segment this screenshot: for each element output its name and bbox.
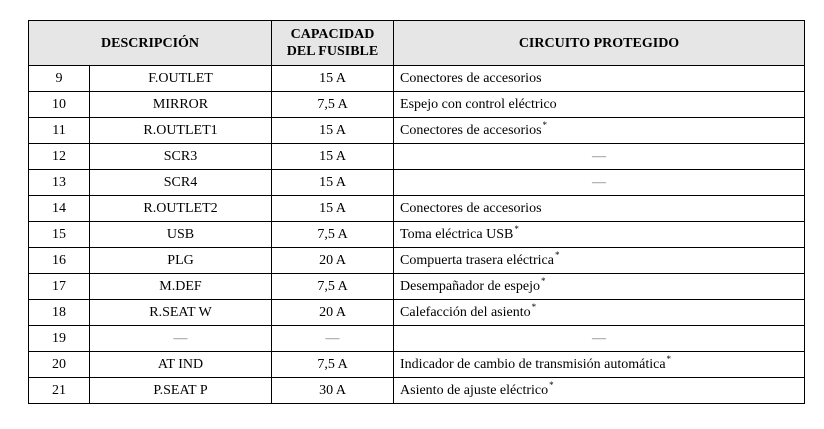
header-circuito: CIRCUITO PROTEGIDO [394,21,805,66]
protected-circuit [394,144,805,170]
header-row [29,21,805,66]
fuse-description: PLG [90,248,272,274]
fuse-description: AT IND [90,352,272,378]
protected-circuit [394,326,805,352]
protected-circuit [394,92,805,118]
protected-circuit-text: Asiento de ajuste eléctrico [400,382,549,398]
footnote-asterisk: * [666,353,672,364]
header-capacidad [272,21,394,66]
table-row [29,300,805,326]
fuse-capacity: 15 A [272,66,394,92]
fuse-number: 12 [29,144,90,170]
fuse-description: R.OUTLET2 [90,196,272,222]
fuse-number: 21 [29,378,90,404]
fuse-capacity: 7,5 A [272,352,394,378]
fuse-number: 17 [29,274,90,300]
table-row [29,196,805,222]
fuse-capacity: 15 A [272,196,394,222]
footnote-asterisk: * [554,249,560,260]
header-capacidad-line2: DEL FUSIBLE [286,44,379,59]
protected-circuit-text: — [592,174,607,190]
protected-circuit-text: Toma eléctrica USB [400,226,514,242]
footnote-asterisk: * [531,301,537,312]
footnote-asterisk: * [542,119,548,130]
fuse-table [28,20,805,404]
fuse-number: 18 [29,300,90,326]
fuse-capacity: 20 A [272,300,394,326]
table-row [29,144,805,170]
fuse-table-container [28,20,805,404]
fuse-description: MIRROR [90,92,272,118]
footnote-asterisk: * [540,275,546,286]
fuse-capacity: 30 A [272,378,394,404]
fuse-capacity: 15 A [272,144,394,170]
table-row [29,378,805,404]
protected-circuit-text: — [592,330,607,346]
protected-circuit [394,248,805,274]
table-row [29,66,805,92]
header-descripcion: DESCRIPCIÓN [29,21,272,66]
table-row [29,222,805,248]
fuse-description: SCR4 [90,170,272,196]
protected-circuit-text: — [592,148,607,164]
fuse-number: 16 [29,248,90,274]
fuse-number: 9 [29,66,90,92]
fuse-capacity: 7,5 A [272,222,394,248]
fuse-number: 13 [29,170,90,196]
fuse-number: 14 [29,196,90,222]
protected-circuit-text: Espejo con control eléctrico [400,96,557,112]
table-row [29,248,805,274]
fuse-capacity: 15 A [272,118,394,144]
table-row [29,274,805,300]
table-row [29,352,805,378]
protected-circuit-text: Compuerta trasera eléctrica [400,252,554,268]
protected-circuit-text: Indicador de cambio de transmisión automática [400,356,666,372]
fuse-number: 10 [29,92,90,118]
protected-circuit [394,170,805,196]
protected-circuit [394,300,805,326]
fuse-description: SCR3 [90,144,272,170]
fuse-capacity: 15 A [272,170,394,196]
fuse-description: R.OUTLET1 [90,118,272,144]
table-row [29,170,805,196]
protected-circuit [394,66,805,92]
footnote-asterisk: * [514,223,519,234]
fuse-description: — [90,326,272,352]
fuse-description: USB [90,222,272,248]
table-body [29,66,805,404]
fuse-description: F.OUTLET [90,66,272,92]
fuse-capacity: 20 A [272,248,394,274]
table-row [29,326,805,352]
fuse-number: 19 [29,326,90,352]
protected-circuit [394,274,805,300]
protected-circuit-text: Conectores de accesorios [400,122,542,138]
header-capacidad-line1: CAPACIDAD [290,27,375,42]
table-row [29,118,805,144]
fuse-capacity: — [272,326,394,352]
protected-circuit-text: Calefacción del asiento [400,304,531,320]
protected-circuit [394,222,805,248]
fuse-number: 20 [29,352,90,378]
protected-circuit [394,118,805,144]
fuse-description: P.SEAT P [90,378,272,404]
table-row [29,92,805,118]
protected-circuit-text: Conectores de accesorios [400,70,542,86]
protected-circuit-text: Desempañador de espejo [400,278,540,294]
fuse-description: M.DEF [90,274,272,300]
protected-circuit [394,196,805,222]
protected-circuit [394,378,805,404]
footnote-asterisk: * [549,379,554,390]
fuse-number: 15 [29,222,90,248]
fuse-capacity: 7,5 A [272,274,394,300]
protected-circuit [394,352,805,378]
fuse-capacity: 7,5 A [272,92,394,118]
protected-circuit-text: Conectores de accesorios [400,200,542,216]
fuse-number: 11 [29,118,90,144]
fuse-description: R.SEAT W [90,300,272,326]
